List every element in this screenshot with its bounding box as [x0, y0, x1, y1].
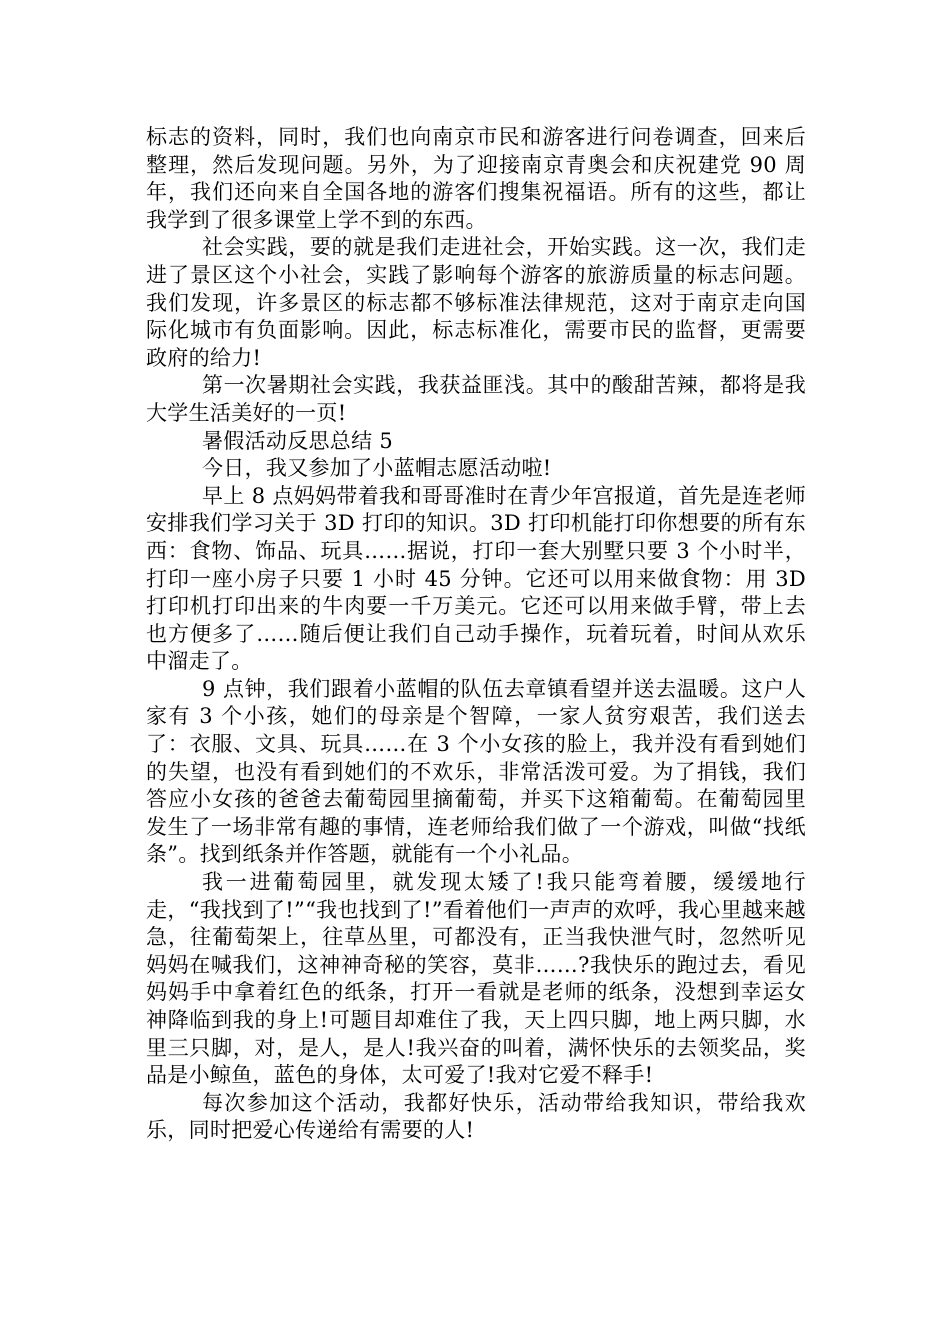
paragraph-2: 社会实践，要的就是我们走进社会，开始实践。这一次，我们走进了景区这个小社会，实践了影响每个游客的旅游质量的标志问题。我们发现，许多景区的标志都不够标准法律规范，这对于南京走向国际化城市有负面影响。因此，标志标准化，需要市民的监督，更需要政府的给力!: [146, 235, 806, 370]
section-heading: 暑假活动反思总结 5: [202, 428, 394, 453]
paragraph-3: 第一次暑期社会实践，我获益匪浅。其中的酸甜苦辣，都将是我大学生活美好的一页!: [146, 373, 806, 425]
document-page: [146, 124, 806, 1145]
paragraph-8: 每次参加这个活动，我都好快乐，活动带给我知识，带给我欢乐，同时把爱心传递给有需要的人!: [146, 1090, 806, 1143]
paragraph-7: 我一进葡萄园里，就发现太矮了!我只能弯着腰，缓缓地行走，“我找到了!”“我也找到了!”看着他们一声声的欢呼，我心里越来越急，往葡萄架上，往草丛里，可都没有，正当我快泄气时，忽然听见妈妈在喊我们，这神神奇秘的笑容，莫非……?我快乐的跑过去，看见妈妈手中拿着红色的纸条，打开一看就是老师的纸条，没想到幸运女神降临到我的身上!可题目却难住了我，天上四只脚，地上两只脚，水里三只脚，对，是人，是人!我兴奋的叫着，满怀快乐的去领奖品，奖品是小鲸鱼，蓝色的身体，太可爱了!我对它爱不释手!: [146, 870, 806, 1088]
paragraph-6: 9 点钟，我们跟着小蓝帽的队伍去章镇看望并送去温暖。这户人家有 3 个小孩，她们的母亲是个智障，一家人贫穷艰苦，我们送去了：衣服、文具、玩具……在 3 个小女孩的脸上，我并没有看到她们的失望，也没有看到她们的不欢乐，非常活泼可爱。为了捐钱，我们答应小女孩的爸爸去葡萄园里摘葡萄，并买下这箱葡萄。在葡萄园里发生了一场非常有趣的事情，连老师给我们做了一个游戏，叫做“找纸条”。找到纸条并作答题，就能有一个小礼品。: [146, 676, 806, 867]
paragraph-5: 早上 8 点妈妈带着我和哥哥准时在青少年宫报道，首先是连老师安排我们学习关于 3D 打印的知识。3D 打印机能打印你想要的所有东西：食物、饰品、玩具……据说，打印一套大别墅只要 3 个小时半，打印一座小房子只要 1 小时 45 分钟。它还可以用来做食物：用 3D 打印机打印出来的牛肉要一千万美元。它还可以用来做手臂，带上去也方便多了……随后便让我们自己动手操作，玩着玩着，时间从欢乐中溜走了。: [146, 483, 806, 674]
paragraph-4: 今日，我又参加了小蓝帽志愿活动啦!: [202, 456, 552, 481]
paragraph-1: 标志的资料，同时，我们也向南京市民和游客进行问卷调查，回来后整理，然后发现问题。另外，为了迎接南京青奥会和庆祝建党 90 周年，我们还向来自全国各地的游客们搜集祝福语。所有的这些，都让我学到了很多课堂上学不到的东西。: [146, 125, 806, 232]
